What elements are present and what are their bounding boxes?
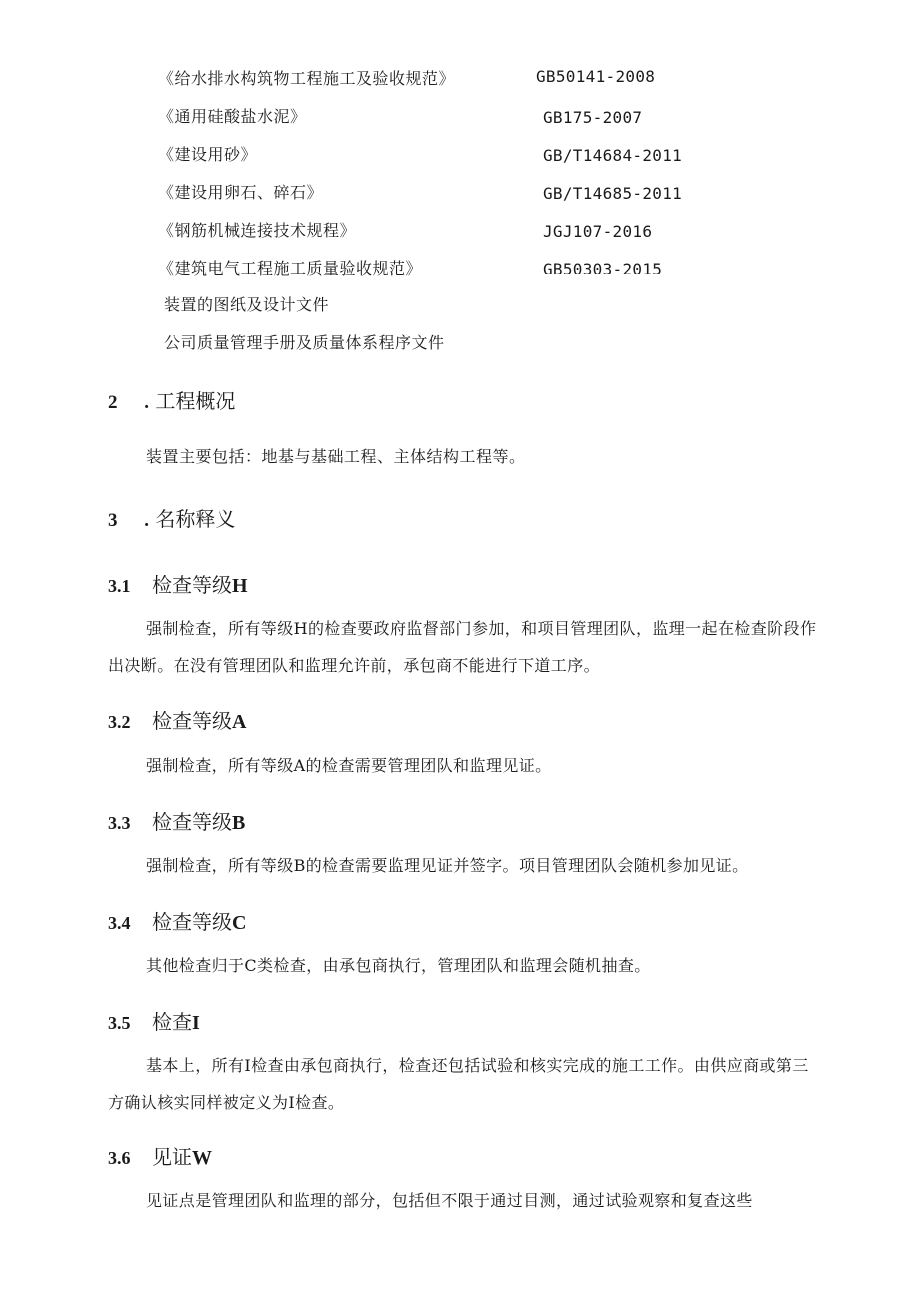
grade-letter: W xyxy=(192,1147,212,1169)
paragraph-line: 方确认核实同样被定义为I检查。 xyxy=(108,1093,345,1112)
standard-name: 《建设用卵石、碎石》 xyxy=(158,183,324,202)
grade-letter: H xyxy=(232,575,248,597)
subsection-heading xyxy=(108,705,246,734)
paragraph-line: 基本上，所有I检查由承包商执行，检查还包括试验和核实完成的施工工作。由供应商或第三 xyxy=(146,1056,809,1075)
grade-letter: C xyxy=(232,912,247,934)
reference-item: 装置的图纸及设计文件 xyxy=(164,295,330,314)
grade-letter: B xyxy=(232,812,246,834)
subsection-title: 检查等级 xyxy=(152,709,232,733)
standard-code: GB50303-2015 xyxy=(543,260,663,274)
subsection-heading xyxy=(108,806,245,835)
section-number: 2 xyxy=(108,392,118,413)
subsection-number: 3.2 xyxy=(108,712,131,732)
standard-code: GB175-2007 xyxy=(543,108,643,127)
standard-code: GB/T14685-2011 xyxy=(543,184,683,203)
subsection-title: 见证 xyxy=(152,1145,192,1169)
subsection-number: 3.1 xyxy=(108,576,131,596)
subsection-number: 3.4 xyxy=(108,913,131,933)
subsection-title: 检查等级 xyxy=(152,910,232,934)
paragraph-line: 其他检查归于C类检查，由承包商执行，管理团队和监理会随机抽查。 xyxy=(146,956,651,975)
standard-code: JGJ107-2016 xyxy=(543,222,653,241)
subsection-heading xyxy=(108,569,248,598)
reference-item: 公司质量管理手册及质量体系程序文件 xyxy=(164,333,445,352)
section-heading xyxy=(108,503,235,532)
paragraph-line: 强制检查，所有等级B的检查需要监理见证并签字。项目管理团队会随机参加见证。 xyxy=(146,856,749,875)
grade-letter: I xyxy=(192,1012,200,1034)
standard-name: 《钢筋机械连接技术规程》 xyxy=(158,221,357,240)
paragraph-line: 强制检查，所有等级H的检查要政府监督部门参加，和项目管理团队，监理一起在检查阶段作 xyxy=(146,619,817,638)
standard-name: 《建筑电气工程施工质量验收规范》 xyxy=(158,259,423,278)
section-separator: . xyxy=(144,510,149,531)
section-heading xyxy=(108,385,235,414)
section-separator: . xyxy=(144,392,149,413)
subsection-number: 3.3 xyxy=(108,813,131,833)
section-title: 工程概况 xyxy=(155,389,236,413)
subsection-number: 3.6 xyxy=(108,1148,131,1168)
section-number: 3 xyxy=(108,510,118,531)
standard-code: GB/T14684-2011 xyxy=(543,146,683,165)
standard-name: 《给水排水构筑物工程施工及验收规范》 xyxy=(158,69,456,88)
standard-code: GB50141-2008 xyxy=(536,67,656,86)
subsection-heading xyxy=(108,906,246,935)
paragraph-line: 出决断。在没有管理团队和监理允许前，承包商不能进行下道工序。 xyxy=(108,656,601,675)
subsection-title: 检查 xyxy=(152,1010,192,1034)
subsection-title: 检查等级 xyxy=(152,810,232,834)
section-title: 名称释义 xyxy=(155,507,236,531)
standard-name: 《建设用砂》 xyxy=(158,145,258,164)
subsection-number: 3.5 xyxy=(108,1013,131,1033)
subsection-heading xyxy=(108,1006,200,1035)
paragraph-line: 强制检查，所有等级A的检查需要管理团队和监理见证。 xyxy=(146,756,552,775)
subsection-title: 检查等级 xyxy=(152,573,232,597)
paragraph-line: 见证点是管理团队和监理的部分，包括但不限于通过目测，通过试验观察和复查这些 xyxy=(146,1191,753,1210)
standard-name: 《通用硅酸盐水泥》 xyxy=(158,107,307,126)
grade-letter: A xyxy=(232,711,247,733)
subsection-heading xyxy=(108,1141,212,1170)
section-body: 装置主要包括：地基与基础工程、主体结构工程等。 xyxy=(146,447,526,466)
